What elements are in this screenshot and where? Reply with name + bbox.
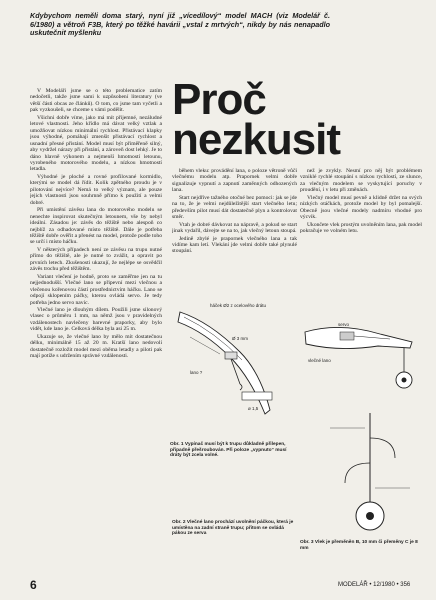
paragraph: Při umístění závěsu lana do motorového modelu se nenechte inspirovat skutečným letounem, vše by nebyl ideální. Zásadou je: závěs do těžiště nebo alespoň co nejblíž za odhadované místo těžiště. Dále je potřeba těžiště dobře ověřit a přenést na model, protože podle toho se určí i místo háčku.	[30, 207, 162, 246]
fig-label-wire: Ø 3 mm	[232, 336, 249, 341]
paragraph: Start nejdříve tažného otočné bez pomoci: jak se jde na to, že je velmi nejdůležitější start vlečného letu; především pilot musí dát dostatečně plyn a kontrolovat směr.	[172, 194, 297, 221]
paragraph: Vlečný model musí pevně a klidně držet na svých nízkých otáčkách, protože model by byl pomalejší. Obecně jsou vlečné modely nadmíru vhodné pro výcvik.	[300, 194, 422, 221]
paragraph: V Modeláři jsme se o této problematice zatím nedočetli, takže jsme sami k uzpůsobení literatury (ve větší části obcas ze článků). O tom, co jsme tam vyčetli a pak vyzkoušeli, se chceme s vámi podělit.	[30, 88, 162, 114]
text-column-1	[30, 88, 162, 583]
figure-1-caption: Obr. 1 Vypínač musí být k trupu důkladně přilepen, připadně přešroubován. Při poloze „vypnuto“ musí dráty být zcela volné.	[170, 442, 287, 459]
headline-line-2: nezkusit	[172, 115, 341, 164]
figure-3-hook-detail	[320, 408, 420, 538]
text-column-2	[172, 168, 297, 288]
figure-1-hook-drawing	[170, 292, 290, 442]
lead-paragraph: Kdybychom neměli doma starý, nyní již „vícedílový“ model MACH (viz Modelář č. 6/1980) a větroň F3B, který po těžké havárii „vstal z mrtvých“, nikdy by nás nenapadlo uskutečnit myšlenku	[30, 11, 330, 38]
article-headline	[172, 75, 422, 164]
fig-label-hook: háček Ø2 z ocelového drátu	[210, 303, 267, 308]
fig-label-diameter: ø 1,5	[248, 406, 259, 411]
fig-label-rope: lano ?	[190, 370, 203, 375]
paragraph: Ukončete vlek prostým uvolněním lana, pak model pokračuje ve volném letu.	[300, 221, 422, 235]
page-source: MODELÁŘ • 12/1980 • 356	[338, 582, 411, 588]
page-number: 6	[30, 578, 37, 592]
figure-2-caption: Obr. 2 Vlečné lano prochází uvolnění páčkou, která je umístěna na zadní straně trupu; přitom se ovládá pákou ze serva	[172, 520, 294, 537]
fig-label-tow-rope: vlečné lano	[308, 358, 331, 363]
paragraph: Ukazuje se, že vlečné lano by mělo mít dostatečnou délku, minimálně 15 až 20 m. Kratší lano nedovolí dostatečně rozložit model mezi oběma letadly a piloti pak mají potíže s udržením správné vzdálenosti.	[30, 333, 162, 360]
figure-2-release-drawing	[300, 292, 422, 402]
paragraph: během vleku: provádění lana, o poloze větroně vůči vlečnému modelu atp. Prapornek velmi dobře signalizuje vypnutí a zapnutí zaměnných odhozených lana.	[172, 168, 297, 194]
figure-3-caption: Obr. 3 Vlek je přeměněn B, 10 mm či přeměny C je 8 mm	[300, 540, 418, 551]
paragraph: Variant vlečení je hodně, proto se zaměřme jen na tu nejjednodušší. Vlečné lano se připevní mezi vlečnou a vlečenou kořenovou částí prostřednictvím háčku. Lano se odpojí sklopením páčky, kterou ovládá servo. Je tedy potřeba jedno servo navíc.	[30, 273, 162, 306]
fig-label-servo: servo	[338, 322, 350, 327]
headline-line-1: Proč	[172, 75, 266, 124]
paragraph: V některých případech není ze závěsu na trupu nutné přímo do těžiště, ale je nutné to zvážit, a opravit po prvních letech. Zkušenosti ukazují, že nejlépe se osvědčil závěs trochu před těžištěm.	[30, 246, 162, 273]
paragraph: Jedině zbylé je prapornek vlečného lana a tak vidíme kam letí. Vlekání jde velmi dobře také plynulé stoupání.	[172, 235, 297, 255]
paragraph: Výhodné je ploché a rovné profilované kormidlo, kterými se model dá řídit. Kolik zpětného proudu je v pilotování nejvíce? Nemá to velký význam, ale pouze jejich vlastnosti jsou souhrnně přímo k použití a velmi dobré.	[30, 173, 162, 206]
paragraph: Všichni dobře víme, jako má mít přijemné, nezáludné letové vlastnosti. Jeho křídlo má dávat velký vztlak a umožňovat nízkou minimální rychlost. Přistávací klapky jsou výhodné, pomáhají zmenšit přistávací rychlost a usnadní přesné přistání. Model musí být přiměřeně silný, aby vydržel nárazy při přistání, a zároveň dost lehký. Je to dáno hlavně výkonem a nejmenší hmotností letounu, vyrobeného motorového modelu, a nízkou hmotností letadla.	[30, 114, 162, 173]
text-column-3	[300, 168, 422, 288]
paragraph: Vlečné lano je dlouhým dílem. Použili jsme silonový vlasec o průměru 1 mm, na němž jsou v pravidelných vzdálenostech navlečeny barevné praporky, aby bylo vidět, kde lano je. Celková délka byla asi 25 m.	[30, 306, 162, 333]
paragraph: Vtah je dobré dávkovat na nápravě, a pokud se start jinak vydařil, dávejte se na to, jak vlečný letoun stoupá.	[172, 221, 297, 235]
paragraph: než je zvykly. Nesmí pro něj být problémem vzniklé rychlé stoupání s nízkou rychlostí, ze slunce, za vlečným modelem se vyskytující poruchy v proudění, i v letu při změnách.	[300, 168, 422, 194]
